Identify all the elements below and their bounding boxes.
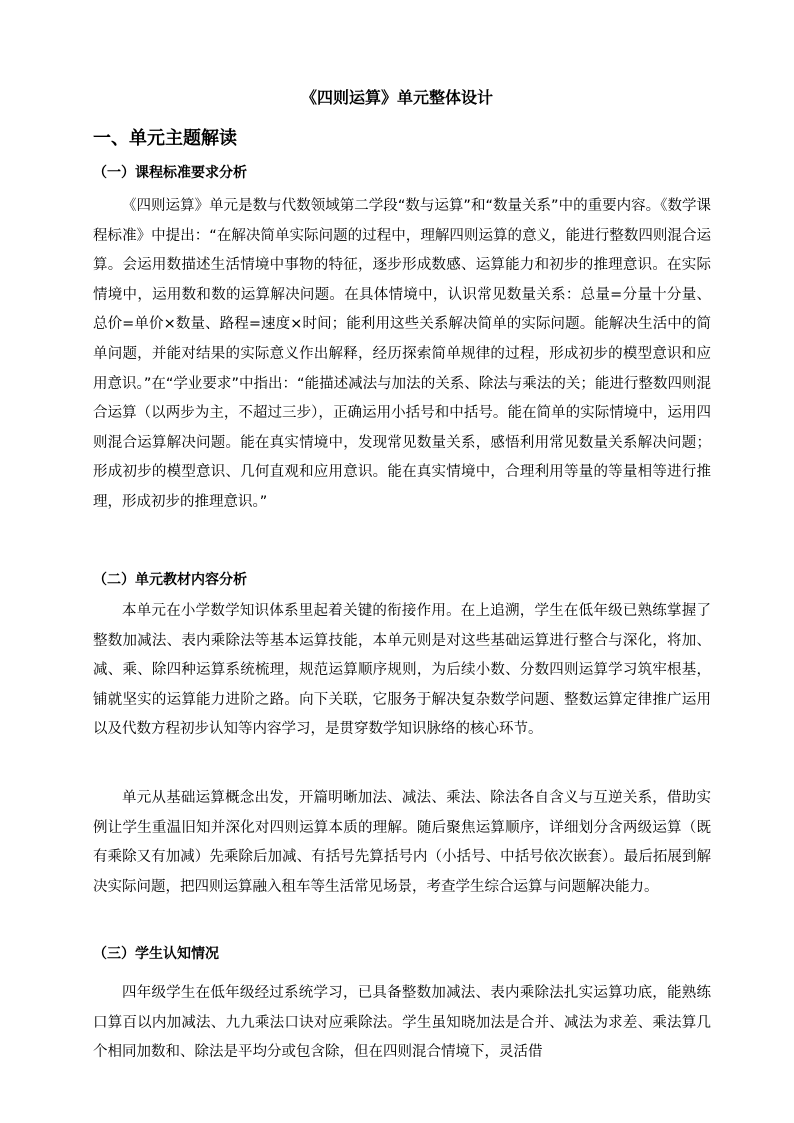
paragraph-student-cognition: 四年级学生在低年级经过系统学习，已具备整数加减法、表内乘除法扎实运算功底，能熟练口算百以内加减法、九九乘法口诀对应乘除法。学生虽知晓加法是合并、减法为求差、乘法算几个相同加数和、除法是平均分或包含除，但在四则混合情境下，灵活借 bbox=[93, 985, 711, 1061]
subsection-heading-curriculum-standard: （一）课程标准要求分析 bbox=[93, 165, 247, 181]
section-heading-unit-theme: 一、单元主题解读 bbox=[93, 128, 237, 149]
paragraph-curriculum-standard: 《四则运算》单元是数与代数领域第二学段“数与运算”和“数量关系”中的重要内容。《数学课程标准》中提出：“在解决简单实际问题的过程中，理解四则运算的意义，能进行整数四则混合运算。会运用数描述生活情境中事物的特征，逐步形成数感、运算能力和初步的推理意识。在实际情境中，运用数和数的运算解决问题。在具体情境中，认识常见数量关系：总量=分量十分量、总价=单价×数量、路程=速度×时间；能利用这些关系解决简单的实际问题。能解决生活中的简单问题，并能对结果的实际意义作出解释，经历探索简单规律的过程，形成初步的模型意识和应用意识。”在“学业要求”中指出：“能描述减法与加法的关系、除法与乘法的关；能进行整数四则混合运算（以两步为主，不超过三步），正确运用小括号和中括号。能在简单的实际情境中，运用四则混合运算解决问题。能在真实情境中，发现常见数量关系，感悟利用常见数量关系解决问题；形成初步的模型意识、几何直观和应用意识。能在真实情境中，合理利用等量的等量相等进行推理，形成初步的推理意识。” bbox=[93, 198, 711, 510]
document-title: 《四则运算》单元整体设计 bbox=[300, 88, 493, 107]
subsection-heading-student-cognition: （三）学生认知情况 bbox=[93, 946, 219, 962]
paragraph-textbook-content-1: 本单元在小学数学知识体系里起着关键的衔接作用。在上追溯，学生在低年级已熟练掌握了整数加减法、表内乘除法等基本运算技能，本单元则是对这些基础运算进行整合与深化，将加、减、乘、除四种运算系统梳理，规范运算顺序规则，为后续小数、分数四则运算学习筑牢根基，铺就坚实的运算能力进阶之路。向下关联，它服务于解决复杂数学问题、整数运算定律推广运用以及代数方程初步认知等内容学习，是贯穿数学知识脉络的核心环节。 bbox=[93, 603, 711, 738]
subsection-heading-textbook-content: （二）单元教材内容分析 bbox=[93, 572, 247, 588]
paragraph-textbook-content-2: 单元从基础运算概念出发，开篇明晰加法、减法、乘法、除法各自含义与互逆关系，借助实例让学生重温旧知并深化对四则运算本质的理解。随后聚焦运算顺序，详细划分含两级运算（既有乘除又有加减）先乘除后加减、有括号先算括号内（小括号、中括号依次嵌套）。最后拓展到解决实际问题，把四则运算融入租车等生活常见场景，考查学生综合运算与问题解决能力。 bbox=[93, 790, 711, 895]
